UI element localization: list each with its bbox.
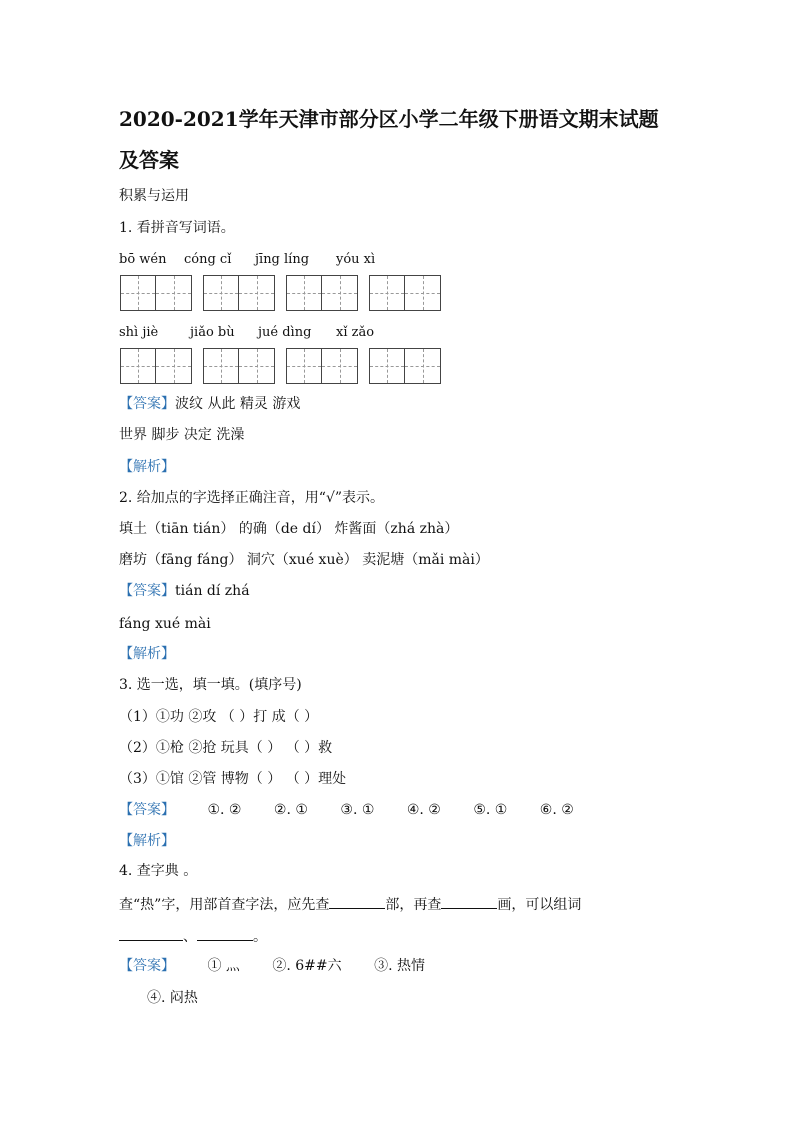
writing-grid[interactable] [203,275,275,311]
q3-item-2: （2）①枪 ②抢 玩具（ ） （ ）救 [119,740,333,756]
answer-tag: 【答案】 [119,802,175,818]
answer-item: ⑥. ② [539,802,574,818]
q4-text: 查“热”字，用部首查字法，应先查 [119,897,330,913]
q4-question-cont [119,926,267,946]
writing-grid[interactable] [286,275,358,311]
writing-grid[interactable] [203,348,275,384]
answer-item: ②. ① [273,802,308,818]
analysis-tag: 【解析】 [119,459,175,475]
fill-blank[interactable] [329,894,385,909]
writing-grid[interactable] [120,348,192,384]
pinyin-label: jiǎo bù [190,325,235,340]
answer-line [119,801,574,819]
pinyin-label: jué dìng [258,325,312,340]
writing-grid[interactable] [369,275,441,311]
pinyin-label: xǐ zǎo [336,325,375,340]
fill-blank[interactable] [197,926,253,941]
q1-stem: 1. 看拼音写词语。 [119,220,235,236]
answer-item: ④. ② [406,802,441,818]
pinyin-label: bō wén [119,252,167,267]
analysis-tag: 【解析】 [119,833,175,849]
answer-item: ④. 闷热 [147,990,198,1006]
answer-line [119,957,425,975]
answer-line [119,582,250,600]
answer-item: ① 灬 [207,958,240,974]
answer-item: ③. 热情 [374,958,425,974]
q4-text: 部，再查 [385,897,442,913]
page-title: 2020-2021学年天津市部分区小学二年级下册语文期末试题 [119,107,659,131]
answer-text: 波纹 从此 精灵 游戏 [175,396,301,412]
q2-options-2: 磨坊（fāng fáng） 洞穴（xué xuè） 卖泥塘（mǎi mài） [119,552,489,568]
answer-tag: 【答案】 [119,396,175,412]
pinyin-label: cóng cǐ [184,252,232,267]
q4-question [119,894,581,914]
q4-text: 、 [183,929,197,945]
q4-stem: 4. 查字典 。 [119,863,198,879]
answer-item: ①. ② [207,802,242,818]
q2-stem: 2. 给加点的字选择正确注音，用“√”表示。 [119,490,385,506]
q3-item-1: （1）①功 ②攻 （ ）打 成（ ） [119,709,319,725]
writing-grid[interactable] [120,275,192,311]
pinyin-label: yóu xì [336,252,376,267]
writing-grid[interactable] [369,348,441,384]
fill-blank[interactable] [119,926,183,941]
answer-item: ②. 6##六 [272,958,342,974]
answer-text-cont: 世界 脚步 决定 洗澡 [119,427,245,443]
page-title-cont: 及答案 [119,148,179,172]
fill-blank[interactable] [441,894,497,909]
answer-line [119,395,300,413]
writing-grid[interactable] [286,348,358,384]
answer-text: tián dí zhá [175,583,250,599]
answer-text-cont: fáng xué mài [119,616,211,632]
q2-options-1: 填土（tiān tián） 的确（de dí） 炸酱面（zhá zhà） [119,521,459,537]
q4-text: 画，可以组词 [497,897,582,913]
q3-stem: 3. 选一选，填一填。(填序号) [119,677,302,693]
pinyin-label: jīng líng [255,252,310,267]
answer-tag: 【答案】 [119,583,175,599]
analysis-tag: 【解析】 [119,646,175,662]
pinyin-label: shì jiè [119,325,159,340]
answer-item: ③. ① [340,802,375,818]
answer-tag: 【答案】 [119,958,175,974]
section-heading: 积累与运用 [119,188,189,204]
answer-item: ⑤. ① [473,802,508,818]
q3-item-3: （3）①馆 ②管 博物（ ） （ ）理处 [119,771,347,787]
q4-text: 。 [253,929,267,945]
